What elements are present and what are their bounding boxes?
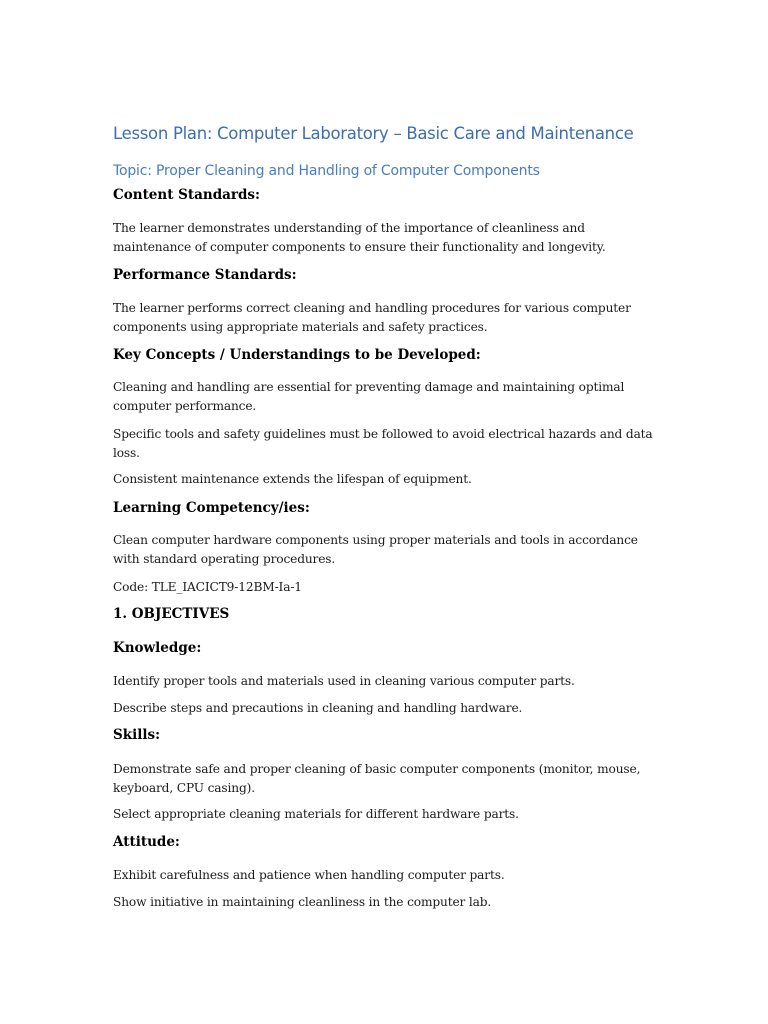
content-standards-heading: Content Standards: xyxy=(113,187,261,203)
attitude-heading: Attitude: xyxy=(113,834,180,850)
document-title: Lesson Plan: Computer Laboratory – Basic Care and Maintenance xyxy=(113,124,634,143)
document-topic: Topic: Proper Cleaning and Handling of Computer Components xyxy=(113,163,540,179)
performance-standards-text: The learner performs correct cleaning and handling procedures for various computer components using appropriate materials and safety practices. xyxy=(113,301,631,334)
knowledge-item: Describe steps and precautions in cleaning and handling hardware. xyxy=(113,701,523,715)
key-concept-item: Specific tools and safety guidelines must be followed to avoid electrical hazards and data loss. xyxy=(113,427,653,460)
objectives-heading: 1. OBJECTIVES xyxy=(113,606,230,622)
key-concepts-heading: Key Concepts / Understandings to be Developed: xyxy=(113,347,481,363)
knowledge-heading: Knowledge: xyxy=(113,640,202,656)
learning-competency-heading: Learning Competency/ies: xyxy=(113,500,310,516)
skills-item: Select appropriate cleaning materials for different hardware parts. xyxy=(113,807,519,821)
knowledge-item: Identify proper tools and materials used in cleaning various computer parts. xyxy=(113,674,575,688)
competency-code: Code: TLE_IACICT9-12BM-Ia-1 xyxy=(113,580,302,594)
attitude-item: Exhibit carefulness and patience when handling computer parts. xyxy=(113,868,505,882)
content-standards-text: The learner demonstrates understanding of the importance of cleanliness and maintenance of computer components to ensure their functionality and longevity. xyxy=(113,221,606,254)
skills-heading: Skills: xyxy=(113,727,161,743)
skills-item: Demonstrate safe and proper cleaning of basic computer components (monitor, mouse, keyboard, CPU casing). xyxy=(113,762,641,795)
key-concept-item: Consistent maintenance extends the lifespan of equipment. xyxy=(113,472,472,486)
attitude-item: Show initiative in maintaining cleanliness in the computer lab. xyxy=(113,895,492,909)
key-concept-item: Cleaning and handling are essential for preventing damage and maintaining optimal computer performance. xyxy=(113,380,625,413)
learning-competency-text: Clean computer hardware components using proper materials and tools in accordance with standard operating procedures. xyxy=(113,533,638,566)
performance-standards-heading: Performance Standards: xyxy=(113,267,297,283)
